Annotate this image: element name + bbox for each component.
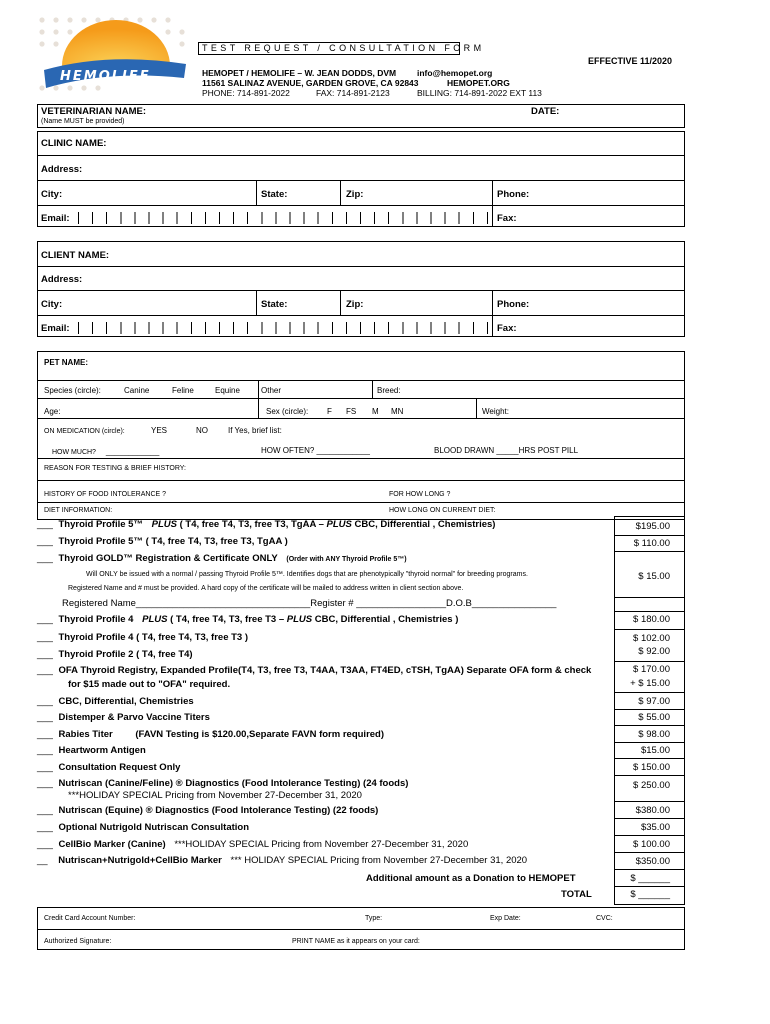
test-desc-2: CBC, Differential , Chemistries) bbox=[354, 519, 496, 530]
check-blank[interactable]: ___ bbox=[37, 822, 53, 833]
test-row-1[interactable] bbox=[37, 519, 612, 530]
price-13: $ 250.00 bbox=[633, 780, 670, 791]
test-name: Optional Nutrigold Nutriscan Consultation bbox=[58, 822, 250, 833]
registered-name-line[interactable]: Registered Name_________________________________Register # _________________D.O.B________________ bbox=[62, 598, 557, 609]
check-blank[interactable]: ___ bbox=[37, 805, 53, 816]
donation-amount[interactable]: $ ______ bbox=[630, 873, 670, 884]
test-name: Nutriscan+Nutrigold+CellBio Marker bbox=[58, 855, 222, 866]
species-other[interactable]: Other bbox=[261, 386, 282, 395]
client-city-label: City: bbox=[41, 299, 63, 310]
logo-text: HEMOLIFE bbox=[60, 69, 151, 84]
price-8: $ 97.00 bbox=[638, 696, 670, 707]
cvc-label: CVC: bbox=[596, 915, 613, 922]
test-name: Nutriscan (Equine) ® Diagnostics (Food Intolerance Testing) (22 foods) bbox=[58, 805, 379, 816]
check-blank[interactable]: ___ bbox=[37, 649, 53, 660]
check-blank[interactable]: ___ bbox=[37, 778, 53, 789]
price-17: $350.00 bbox=[635, 856, 670, 867]
test-desc: ( T4, free T4, T3, free T3 – bbox=[170, 614, 285, 625]
check-blank[interactable]: ___ bbox=[37, 553, 53, 564]
species-canine[interactable]: Canine bbox=[124, 386, 150, 395]
test-name: Heartworm Antigen bbox=[58, 745, 146, 756]
gold-note-2: Registered Name and # must be provided. A hard copy of the certificate will be mailed to address written in client section above. bbox=[68, 585, 464, 592]
test-row-5[interactable] bbox=[37, 632, 612, 643]
test-row-17[interactable] bbox=[37, 855, 612, 866]
test-name: Thyroid Profile 4 ( T4, free T4, T3, free T3 ) bbox=[58, 632, 249, 643]
price-5: $ 102.00 bbox=[633, 633, 670, 644]
plus-label: PLUS bbox=[142, 614, 168, 625]
how-often-label: HOW OFTEN? ____________ bbox=[261, 446, 370, 455]
client-email-boxes[interactable] bbox=[78, 322, 488, 334]
price-4: $ 180.00 bbox=[633, 614, 670, 625]
price-11: $15.00 bbox=[640, 745, 670, 756]
clinic-email-label: Email: bbox=[41, 213, 70, 224]
price-16: $ 100.00 bbox=[633, 839, 670, 850]
total-label: TOTAL bbox=[561, 889, 592, 900]
header-phone: PHONE: 714-891-2022 bbox=[202, 88, 290, 98]
test-name: Thyroid Profile 4 bbox=[58, 614, 134, 625]
test-name: CBC, Differential, Chemistries bbox=[58, 696, 194, 707]
for-how-long-label: FOR HOW LONG ? bbox=[389, 491, 451, 498]
price-1: $195.00 bbox=[635, 521, 670, 532]
food-intolerance-label: HISTORY OF FOOD INTOLERANCE ? bbox=[44, 491, 167, 498]
age-label: Age: bbox=[44, 407, 61, 416]
header-web: HEMOPET.ORG bbox=[447, 78, 510, 88]
check-blank[interactable]: ___ bbox=[37, 839, 53, 850]
price-9: $ 55.00 bbox=[638, 712, 670, 723]
test-row-11[interactable] bbox=[37, 745, 612, 756]
check-blank[interactable]: ___ bbox=[37, 729, 53, 740]
clinic-name-label: CLINIC NAME: bbox=[41, 138, 107, 149]
test-name: Thyroid Profile 5™ bbox=[58, 519, 143, 530]
header-line2: 11561 SALINAZ AVENUE, GARDEN GROVE, CA 92843 bbox=[202, 78, 419, 88]
price-3: $ 15.00 bbox=[638, 571, 670, 582]
client-zip-label: Zip: bbox=[346, 299, 364, 310]
holiday-note-16: ***HOLIDAY SPECIAL Pricing from November 27-December 31, 2020 bbox=[174, 839, 469, 850]
clinic-phone-label: Phone: bbox=[497, 189, 530, 200]
logo-graphic bbox=[38, 14, 190, 100]
sex-f[interactable]: F bbox=[327, 407, 332, 416]
header-billing: BILLING: 714-891-2022 EXT 113 bbox=[417, 88, 542, 98]
plus-label-2: PLUS bbox=[286, 614, 313, 625]
check-blank[interactable]: ___ bbox=[37, 519, 53, 530]
holiday-note-13: ***HOLIDAY SPECIAL Pricing from November 27-December 31, 2020 bbox=[68, 790, 362, 801]
cc-label: Credit Card Account Number: bbox=[44, 915, 136, 922]
check-blank[interactable]: __ bbox=[37, 855, 48, 866]
medication-no[interactable]: NO bbox=[196, 426, 208, 435]
price-10: $ 98.00 bbox=[638, 729, 670, 740]
plus-label: PLUS bbox=[151, 519, 177, 530]
price-6: $ 92.00 bbox=[638, 646, 670, 657]
how-much-label bbox=[52, 447, 159, 456]
ofa-note: for $15 made out to "OFA" required. bbox=[68, 679, 231, 690]
test-row-14[interactable] bbox=[37, 805, 612, 816]
check-blank[interactable]: ___ bbox=[37, 632, 53, 643]
client-address-label: Address: bbox=[41, 274, 83, 285]
header-line1: HEMOPET / HEMOLIFE – W. JEAN DODDS, DVM bbox=[202, 68, 397, 78]
test-name: Thyroid Profile 2 ( T4, free T4) bbox=[58, 649, 193, 660]
test-row-3[interactable] bbox=[37, 553, 612, 564]
effective-date: EFFECTIVE 11/2020 bbox=[588, 56, 673, 66]
test-name: Distemper & Parvo Vaccine Titers bbox=[58, 712, 210, 723]
sex-m[interactable]: M bbox=[372, 407, 379, 416]
cc-type-label: Type: bbox=[365, 915, 383, 922]
price-7b: + $ 15.00 bbox=[630, 678, 670, 689]
test-row-8[interactable] bbox=[37, 696, 612, 707]
print-name-label: PRINT NAME as it appears on your card: bbox=[292, 938, 420, 945]
gold-note-1: Will ONLY be issued with a normal / passing Thyroid Profile 5™. Identifies dogs that are phenotypically "thyroid normal" for breeding programs. bbox=[86, 571, 528, 578]
client-phone-label: Phone: bbox=[497, 299, 530, 310]
test-row-2[interactable] bbox=[37, 536, 612, 547]
test-row-6[interactable] bbox=[37, 649, 612, 660]
diet-label: DIET INFORMATION: bbox=[44, 507, 113, 514]
client-state-label: State: bbox=[261, 299, 288, 310]
check-blank[interactable]: ___ bbox=[37, 696, 53, 707]
test-row-9[interactable] bbox=[37, 712, 612, 723]
how-long-diet-label: HOW LONG ON CURRENT DIET: bbox=[389, 507, 496, 514]
clinic-city-label: City: bbox=[41, 189, 63, 200]
test-desc-2: CBC, Differential , Chemistries ) bbox=[314, 614, 459, 625]
client-email-label: Email: bbox=[41, 323, 70, 334]
test-name: Thyroid GOLD™ Registration & Certificate ONLY bbox=[58, 553, 278, 564]
check-blank[interactable]: ___ bbox=[37, 536, 53, 547]
check-blank[interactable]: ___ bbox=[37, 762, 53, 773]
check-blank[interactable]: ___ bbox=[37, 745, 53, 756]
client-fax-label: Fax: bbox=[497, 323, 517, 334]
species-equine[interactable]: Equine bbox=[215, 386, 240, 395]
clinic-zip-label: Zip: bbox=[346, 189, 364, 200]
test-row-16[interactable] bbox=[37, 839, 612, 850]
donation-label: Additional amount as a Donation to HEMOPET bbox=[366, 873, 576, 884]
clinic-email-boxes[interactable] bbox=[78, 212, 488, 224]
price-15: $35.00 bbox=[640, 822, 670, 833]
test-name: OFA Thyroid Registry, Expanded Profile(T4, T3, free T3, T4AA, T3AA, FT4ED, cTSH, TgAA) Separate OFA form & check bbox=[58, 665, 592, 676]
clinic-fax-label: Fax: bbox=[497, 213, 517, 224]
test-name: Nutriscan (Canine/Feline) ® Diagnostics (Food Intolerance Testing) (24 foods) bbox=[58, 778, 409, 789]
species-feline[interactable]: Feline bbox=[172, 386, 194, 395]
test-name: CellBio Marker (Canine) bbox=[58, 839, 166, 850]
client-name-label: CLIENT NAME: bbox=[41, 250, 110, 261]
vet-name-note: (Name MUST be provided) bbox=[41, 118, 125, 125]
test-desc: ( T4, free T4, T3, free T3, TgAA – bbox=[179, 519, 324, 530]
reason-label: REASON FOR TESTING & BRIEF HISTORY: bbox=[44, 465, 186, 472]
test-row-15[interactable] bbox=[37, 822, 612, 833]
test-name: Rabies Titer bbox=[58, 729, 113, 740]
test-row-12[interactable] bbox=[37, 762, 612, 773]
medication-yes[interactable]: YES bbox=[151, 426, 168, 435]
species-label: Species (circle): bbox=[44, 386, 101, 395]
order-note: (Order with ANY Thyroid Profile 5™) bbox=[286, 556, 407, 563]
date-label: DATE: bbox=[531, 106, 560, 117]
sex-fs[interactable]: FS bbox=[346, 407, 357, 416]
pet-name-label: PET NAME: bbox=[44, 358, 88, 367]
breed-label: Breed: bbox=[377, 386, 401, 395]
price-2: $ 110.00 bbox=[633, 538, 670, 549]
clinic-state-label: State: bbox=[261, 189, 288, 200]
test-row-4[interactable] bbox=[37, 614, 612, 625]
price-7: $ 170.00 bbox=[633, 664, 670, 675]
test-row-7[interactable] bbox=[37, 665, 612, 676]
signature-label: Authorized Signature: bbox=[44, 938, 112, 945]
blood-drawn-label: BLOOD DRAWN _____HRS POST PILL bbox=[434, 446, 579, 455]
how-much-blank[interactable]: ____________ bbox=[105, 447, 160, 456]
favn-note: (FAVN Testing is $120.00,Separate FAVN form required) bbox=[135, 729, 385, 740]
price-14: $380.00 bbox=[635, 805, 670, 816]
total-amount[interactable]: $ ______ bbox=[630, 889, 670, 900]
vet-name-label: VETERINARIAN NAME: bbox=[41, 106, 147, 117]
sex-label: Sex (circle): bbox=[266, 407, 309, 416]
clinic-address-label: Address: bbox=[41, 164, 83, 175]
sex-mn[interactable]: MN bbox=[391, 407, 404, 416]
check-blank[interactable]: ___ bbox=[37, 614, 53, 625]
if-yes-label: If Yes, brief list: bbox=[228, 426, 282, 435]
on-medication-label: ON MEDICATION (circle): bbox=[44, 428, 125, 435]
test-name: Thyroid Profile 5™ ( T4, free T4, T3, free T3, TgAA ) bbox=[58, 536, 288, 547]
holiday-note-17: *** HOLIDAY SPECIAL Pricing from November 27-December 31, 2020 bbox=[230, 855, 528, 866]
header-email: info@hemopet.org bbox=[417, 68, 493, 78]
header-fax: FAX: 714-891-2123 bbox=[316, 88, 390, 98]
form-title: TEST REQUEST / CONSULTATION FORM bbox=[202, 43, 485, 53]
weight-label: Weight: bbox=[482, 407, 509, 416]
test-name: Consultation Request Only bbox=[58, 762, 181, 773]
check-blank[interactable]: ___ bbox=[37, 712, 53, 723]
test-row-13[interactable] bbox=[37, 778, 612, 789]
check-blank[interactable]: ___ bbox=[37, 665, 53, 676]
plus-label-2: PLUS bbox=[326, 519, 352, 530]
price-12: $ 150.00 bbox=[633, 762, 670, 773]
how-much-text: HOW MUCH? bbox=[52, 449, 96, 456]
logo bbox=[38, 14, 190, 100]
exp-date-label: Exp Date: bbox=[490, 915, 521, 922]
test-row-10[interactable] bbox=[37, 729, 612, 740]
